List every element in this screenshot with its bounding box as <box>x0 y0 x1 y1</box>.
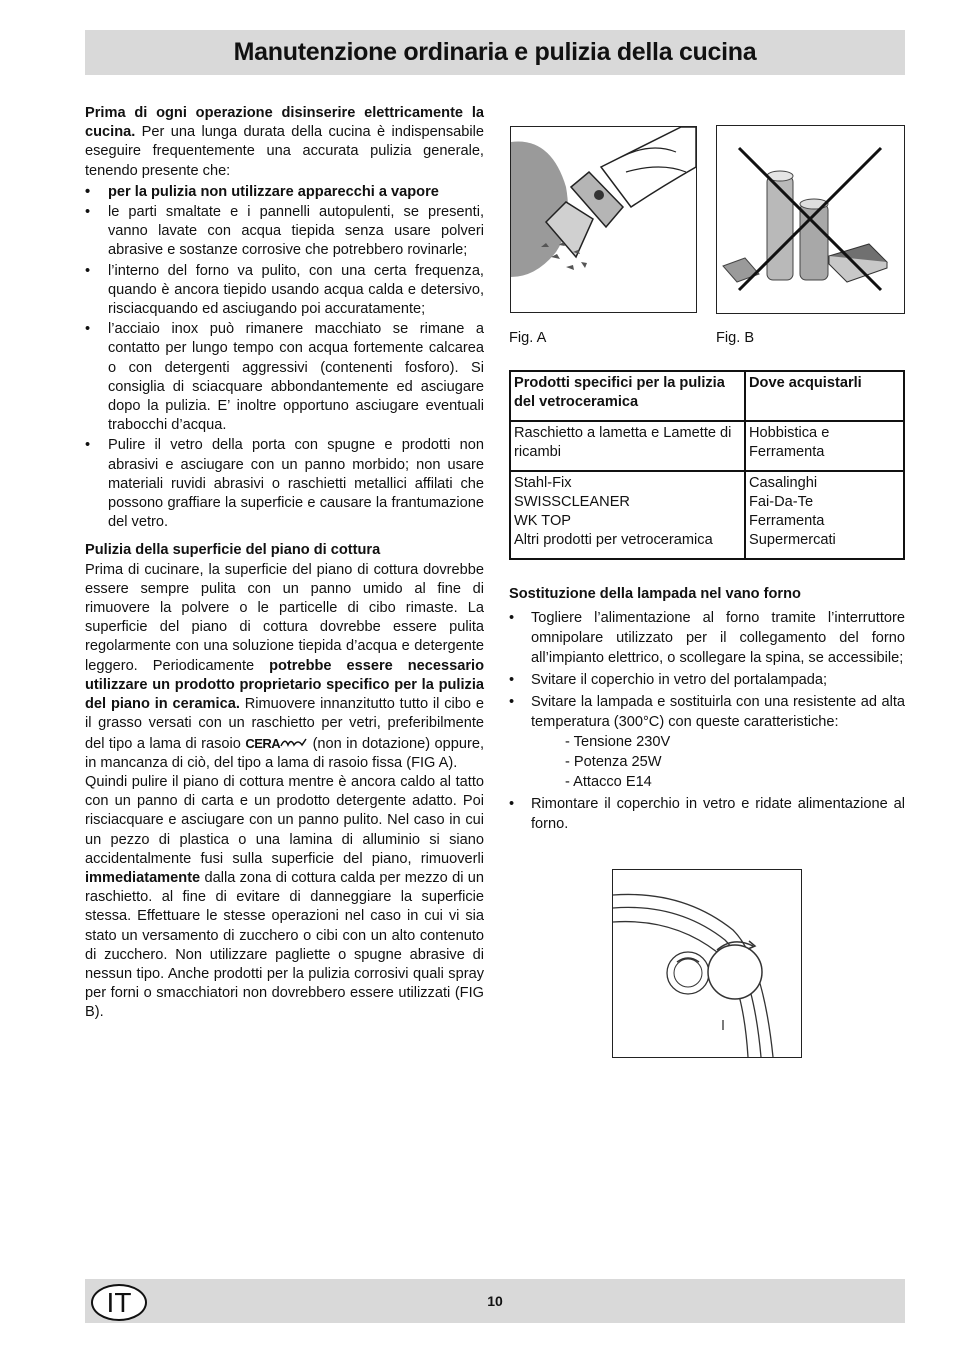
list-item: • Togliere l’alimentazione al forno tramite l’interruttore omnipolare utilizzato per il collegamento del forno all’impianto elettrico, o scollegare la spina, se accessibile; <box>509 610 905 666</box>
cleaning-tips-list <box>85 183 484 533</box>
scraper-illustration-icon <box>511 127 696 312</box>
intro-text: Per una lunga durata della cucina è indispensabile eseguire frequentemente una accurata pulizia generale, tenendo presente che: <box>85 124 484 179</box>
page-title: Manutenzione ordinaria e pulizia della cucina <box>233 38 757 66</box>
header-bar <box>85 30 905 75</box>
intro-paragraph <box>85 104 484 181</box>
bullet-icon: • <box>509 610 515 626</box>
figure-a-caption: Fig. A <box>509 330 547 346</box>
bullet-icon: • <box>509 694 515 710</box>
list-item: • Svitare il coperchio in vetro del portalampada; <box>509 672 828 688</box>
table-cell-products: Stahl-Fix SWISSCLEANER WK TOP Altri prodotti per vetroceramica <box>510 471 745 559</box>
figure-a-scraper <box>510 126 697 313</box>
list-item: • per la pulizia non utilizzare apparecchi a vapore <box>85 183 484 202</box>
list-item: • Svitare la lampada e sostituirla con una resistente ad alta temperatura (300°C) con queste caratteristiche: - Tensione 230V - Potenza 25W - Attacco E14 <box>509 694 905 790</box>
bullet-icon: • <box>85 262 91 279</box>
right-column <box>509 584 905 836</box>
footer-bar <box>85 1279 905 1323</box>
left-column <box>85 104 484 1023</box>
page-number: 10 <box>487 1293 503 1309</box>
cooktop-paragraph-2: Quindi pulire il piano di cottura mentre è ancora caldo al tatto con un panno di carta e un prodotto detergente adatto. Poi risciacquare e asciugare con un panno pulito. Nel caso in cui un pezzo di plastica o una lamina di alluminio si siano accidentalmente fusi sulla superficie del piano, rimuoverli immediatamente dalla zona di cottura calda per mezzo di un raschietto. al fine di evitare di danneggiare la superficie stessa. Effettuare le stesse operazioni nel caso in cui vi sia stato un versamento di zucchero o cibi con un alto contenuto di zucchero. Non utilizzare pagliette o spugne abrasive di nessun tipo. Anche prodotti per la pulizia corrosivi quali spray per forni o smacchiatori non dovrebbero essere utilizzati (FIG B). <box>85 773 484 1021</box>
list-item: • le parti smaltate e i pannelli autopulenti, se presenti, vanno lavate con acqua tiepida senza usare polveri abrasive e sostanze corrosive che potrebbero rovinarle; <box>85 204 484 259</box>
oven-lamp-illustration-icon <box>613 870 801 1057</box>
bullet-icon: • <box>85 437 91 454</box>
table-cell-where: Casalinghi Fai-Da-Te Ferramenta Supermercati <box>745 471 904 559</box>
table-header-products: Prodotti specifici per la pulizia del vetroceramica <box>510 371 745 421</box>
lamp-illustration <box>612 869 802 1058</box>
bullet-icon: • <box>85 321 91 338</box>
table-cell-products: Raschietto a lametta e Lamette di ricambi <box>510 421 745 471</box>
section-title-lamp: Sostituzione della lampada nel vano forno <box>509 586 801 602</box>
cera-logo: CERA <box>245 735 281 751</box>
figure-b-forbidden-products <box>716 125 905 314</box>
table-row <box>510 421 904 471</box>
bullet-icon: • <box>509 796 515 812</box>
cooktop-paragraph-1: Prima di cucinare, la superficie del piano di cottura dovrebbe essere sempre pulita con un panno umido al fine di rimuovere la polvere o le particelle di cibo rimaste. La superficie del piano di cottura dovrebbe essere pulita regolarmente con una soluzione tiepida d’acqua e detergente leggero. Periodicamente potrebbe essere necessario utilizzare un prodotto proprietario specifico per la pulizia del piano in ceramica. Rimuovere innanzitutto tutto il cibo e il grasso versati con un raschietto per vetri, preferibilmente del tipo a lama di rasoio CERA (non in dotazione) oppure, in mancanza di ciò, del tipo a lama di rasoio fissa (FIG A). <box>85 561 485 771</box>
bullet-icon: • <box>509 672 515 688</box>
list-item: • l’interno del forno va pulito, con una certa frequenza, quando è ancora tiepido usando acqua calda e detersivo, risciacquando ed asciugando poi accuratamente; <box>85 262 484 318</box>
forbidden-products-illustration-icon <box>717 126 904 313</box>
table-header-row <box>510 371 904 421</box>
intro-warning: Prima di ogni operazione disinserire elettricamente la cucina. <box>85 105 484 141</box>
lamp-specs: - Tensione 230V - Potenza 25W - Attacco E14 <box>565 734 671 790</box>
list-item: • l’acciaio inox può rimanere macchiato se rimane a contatto per lungo tempo con acqua fortemente calcarea o con detergenti aggressivi (contenenti fosforo). Si consiglia di sciacquare abbondantemente ed asciugare dopo la pulizia. E’ inoltre opportuno asciugare eventuali trabocchi d’acqua. <box>85 321 484 434</box>
list-item: • Rimontare il coperchio in vetro e ridate alimentazione al forno. <box>509 796 905 832</box>
table-cell-where: Hobbistica e Ferramenta <box>745 421 904 471</box>
table-row <box>510 471 904 559</box>
bullet-icon: • <box>85 204 91 221</box>
list-item: • Pulire il vetro della porta con spugne e prodotti non abrasivi e asciugare con un panno morbido; non usare materiali ruvidi abrasivi o raschietti metallici affilati che possono graffiare la superficie e causare la frantumazione del vetro. <box>85 437 484 531</box>
cleaning-products-table <box>509 370 905 560</box>
table-header-where: Dove acquistarli <box>745 371 904 421</box>
figure-b-caption: Fig. B <box>716 330 755 346</box>
language-badge: IT <box>91 1284 147 1321</box>
bullet-icon: • <box>85 183 91 200</box>
lamp-steps-list <box>509 608 905 834</box>
cera-logo-mark-icon <box>280 735 308 749</box>
section-title-cooktop: Pulizia della superficie del piano di cottura <box>85 542 381 559</box>
